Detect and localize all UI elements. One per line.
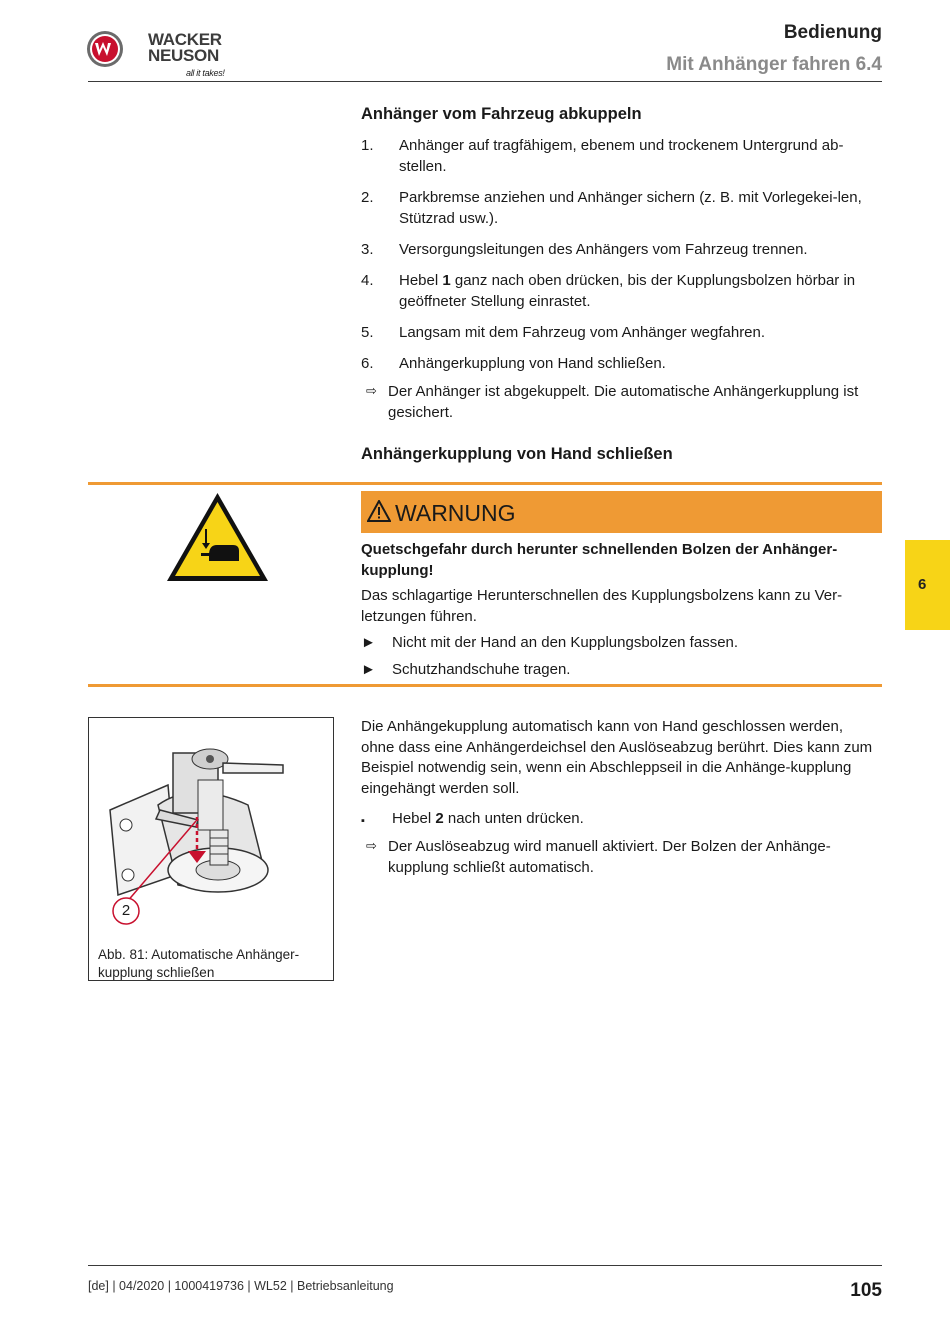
warning-label: WARNUNG	[395, 500, 516, 526]
wacker-neuson-logo-icon	[86, 30, 124, 68]
brand-tagline: all it takes!	[186, 68, 225, 78]
brand-line1: WACKER	[148, 30, 222, 49]
warning-action-2	[361, 660, 876, 681]
action-text: Nicht mit der Hand an den Kupplungsbolzen fassen.	[392, 634, 739, 651]
step-number: 3.	[361, 241, 374, 258]
warning-body: Das schlagartige Herunterschnellen des Kupplungsbolzens kann zu Ver-letzungen führen.	[361, 587, 843, 625]
result-text: Der Auslöseabzug wird manuell aktiviert. Der Bolzen der Anhänge-kupplung schließt automatisch.	[388, 838, 831, 876]
header-divider	[88, 81, 882, 82]
subsection-title: Mit Anhänger fahren 6.4	[666, 54, 882, 75]
action-text-part: Hebel	[392, 810, 436, 827]
step-4	[361, 271, 881, 312]
action-text	[392, 809, 876, 830]
lever-number: 2	[435, 810, 444, 827]
section2-heading: Anhängerkupplung von Hand schließen	[361, 445, 673, 463]
triangle-bullet-icon: ►	[361, 661, 376, 678]
step-text-part: Hebel	[399, 272, 443, 289]
step-6	[361, 354, 881, 375]
step-number: 1.	[361, 137, 374, 154]
warning-headline: Quetschgefahr durch herunter schnellenden Bolzen der Anhänger-kupplung!	[361, 541, 838, 579]
chapter-tab-number: 6	[918, 576, 927, 593]
figure-caption: Abb. 81: Automatische Anhänger-kupplung schließen	[98, 947, 300, 980]
action-text: Schutzhandschuhe tragen.	[392, 661, 571, 678]
step-number: 6.	[361, 355, 374, 372]
lever-number: 1	[442, 272, 451, 289]
step-text	[399, 271, 881, 312]
action-item	[361, 809, 876, 830]
warning-triangle-icon	[367, 500, 391, 522]
chapter-tab	[905, 540, 950, 630]
step-3	[361, 240, 881, 261]
action-text-part: nach unten drücken.	[443, 810, 584, 827]
step-text: Parkbremse anziehen und Anhänger sichern (z. B. mit Vorlegekei-len, Stützrad usw.).	[399, 189, 862, 227]
step-number: 4.	[361, 272, 374, 289]
step-5	[361, 323, 881, 344]
step-1	[361, 136, 881, 177]
result-note-2	[366, 837, 881, 878]
result-arrow-icon: ⇨	[366, 838, 377, 853]
warning-bottom-rule	[88, 684, 882, 687]
step-number: 5.	[361, 324, 374, 341]
step-text-part: ganz nach oben drücken, bis der Kupplungsbolzen hörbar in geöffneter Stellung einrastet.	[399, 272, 856, 310]
brand-line2: NEUSON	[148, 46, 219, 65]
step-text: Anhänger auf tragfähigem, ebenem und trockenem Untergrund ab-stellen.	[399, 137, 844, 175]
brand-wordmark	[148, 32, 225, 81]
step-2	[361, 188, 881, 229]
result-text: Der Anhänger ist abgekuppelt. Die automatische Anhängerkupplung ist gesichert.	[388, 383, 859, 421]
step-number: 2.	[361, 189, 374, 206]
warning-top-rule	[88, 482, 882, 485]
trailer-coupling-illustration	[98, 735, 308, 930]
callout-number: 2	[121, 902, 131, 919]
step-text: Langsam mit dem Fahrzeug vom Anhänger wegfahren.	[399, 324, 766, 341]
intro-paragraph: Die Anhängekupplung automatisch kann von Hand geschlossen werden, ohne dass eine Anhängerdeichsel den Auslöseabzug berührt. Dies kann zum Beispiel notwendig sein, wenn ein Abschleppseil in die Anhänge-kupplung eingehängt werden soll.	[361, 718, 873, 797]
section1-heading: Anhänger vom Fahrzeug abkuppeln	[361, 105, 642, 123]
triangle-bullet-icon: ►	[361, 634, 376, 651]
result-arrow-icon: ⇨	[366, 383, 377, 398]
step-text: Anhängerkupplung von Hand schließen.	[399, 355, 666, 372]
section-title: Bedienung	[783, 22, 882, 43]
step-text: Versorgungsleitungen des Anhängers vom Fahrzeug trennen.	[399, 241, 808, 258]
result-note	[366, 382, 881, 423]
warning-action-1	[361, 633, 876, 654]
square-bullet-icon: ▪	[361, 815, 365, 827]
footer-divider	[88, 1265, 882, 1266]
footer-text: [de] | 04/2020 | 1000419736 | WL52 | Betriebsanleitung	[88, 1279, 394, 1293]
crush-hazard-sign-icon	[165, 491, 270, 583]
page-number: 105	[850, 1280, 882, 1301]
